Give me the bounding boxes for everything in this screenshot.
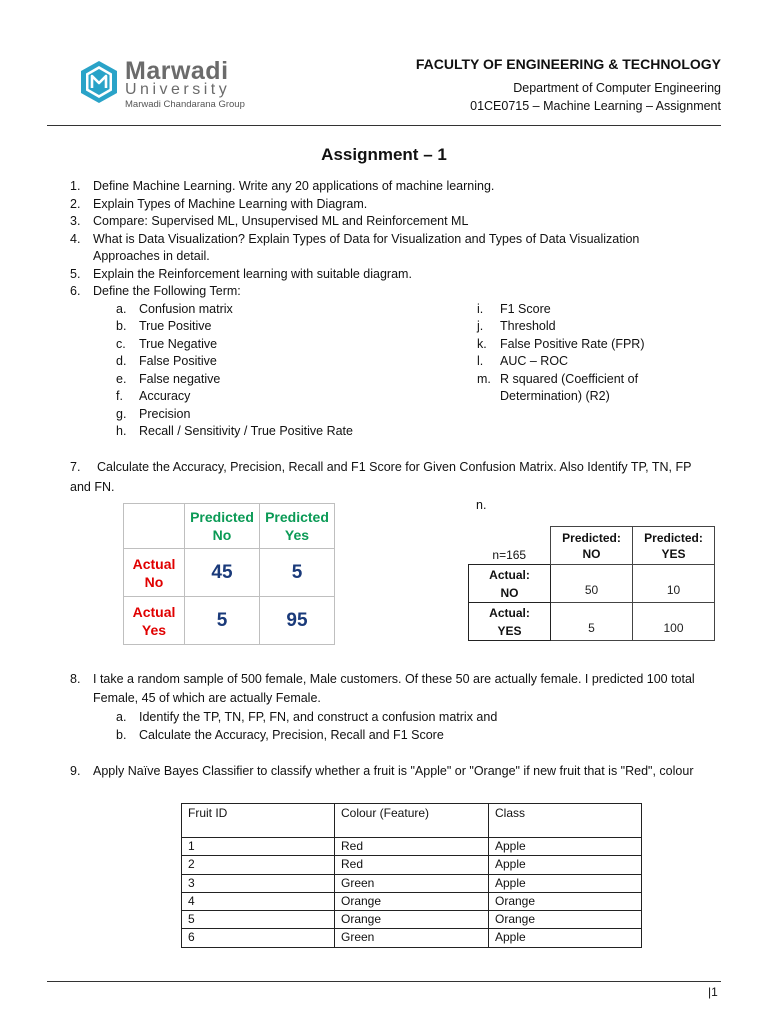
faculty-name: FACULTY OF ENGINEERING & TECHNOLOGY <box>415 56 721 72</box>
matrix-cell: 50 <box>551 565 633 603</box>
term-text: Confusion matrix <box>139 301 233 316</box>
question-text: Apply Naïve Bayes Classifier to classify whether a fruit is "Apple" or "Orange" if new fruit that is "Red", colour <box>93 764 694 778</box>
table-cell: Apple <box>489 856 642 874</box>
header-line1: Predicted: <box>644 530 703 545</box>
column-header: Class <box>489 804 642 838</box>
matrix-cell: 10 <box>633 565 715 603</box>
term-text-line2: Determination) (R2) <box>500 389 610 403</box>
table-cell: 6 <box>182 929 335 947</box>
question-number: 7. <box>70 460 81 474</box>
question-text: Explain the Reinforcement learning with suitable diagram. <box>93 266 412 281</box>
table-row <box>182 838 642 856</box>
header-actual-yes <box>124 597 185 645</box>
header-line2: NO <box>500 585 519 600</box>
header-line2: No <box>144 573 164 590</box>
table-cell: 4 <box>182 892 335 910</box>
question-text: Define Machine Learning. Write any 20 applications of machine learning. <box>93 179 495 193</box>
header-line1: Actual <box>132 555 176 572</box>
header-line2: NO <box>582 546 601 561</box>
term-text: True Positive <box>139 319 212 333</box>
term-letter: d. <box>116 354 127 368</box>
table-cell: Orange <box>335 892 489 910</box>
term-text: AUC – ROC <box>500 354 569 368</box>
question-text: Define the Following Term: <box>93 284 241 298</box>
matrix-corner <box>124 504 185 549</box>
term-letter: m. <box>477 371 491 386</box>
term-letter: b. <box>116 319 127 333</box>
header-line2: No <box>212 527 232 543</box>
table-cell: 2 <box>182 856 335 874</box>
table-cell: Green <box>335 929 489 947</box>
table-cell: Orange <box>489 892 642 910</box>
header-line1: Predicted: <box>562 530 621 545</box>
header-line2: Yes <box>284 527 310 543</box>
term-letter: i. <box>477 301 484 316</box>
question-text-line1: What is Data Visualization? Explain Types of Data for Visualization and Types of Data Visualization <box>93 231 640 246</box>
question-number: 3. <box>70 214 81 228</box>
term-text: False negative <box>139 371 221 386</box>
logo-group: Marwadi Chandarana Group <box>125 99 245 110</box>
sub-letter: a. <box>116 710 127 724</box>
department-name: Department of Computer Engineering <box>513 81 721 95</box>
table-cell: Red <box>335 856 489 874</box>
table-cell: 3 <box>182 874 335 892</box>
question-text: Compare: Supervised ML, Unsupervised ML and Reinforcement ML <box>93 214 469 228</box>
question-number: 4. <box>70 231 81 246</box>
term-text-line1: R squared (Coefficient of <box>500 371 639 386</box>
logo-university: University <box>125 81 231 98</box>
logo-name: Marwadi <box>125 57 229 85</box>
sub-text: Calculate the Accuracy, Precision, Recall and F1 Score <box>139 727 444 742</box>
header-line1: Actual <box>132 603 176 620</box>
course-name: 01CE0715 – Machine Learning – Assignment <box>470 99 721 113</box>
term-letter: g. <box>116 406 127 421</box>
table-cell: Green <box>335 874 489 892</box>
table-header-row <box>182 804 642 838</box>
header-actual-no <box>124 549 185 597</box>
table-cell: 1 <box>182 838 335 856</box>
term-letter: k. <box>477 336 487 351</box>
term-text: Threshold <box>500 319 556 333</box>
table-cell: Apple <box>489 838 642 856</box>
matrix-cell: 45 <box>185 549 260 597</box>
term-text: True Negative <box>139 336 218 351</box>
question-number: 9. <box>70 764 81 778</box>
question-text: Explain Types of Machine Learning with Diagram. <box>93 196 368 211</box>
table-cell: Apple <box>489 874 642 892</box>
logo-emblem-icon <box>79 60 119 104</box>
header-line1: Actual: <box>489 605 530 620</box>
header-actual-no <box>469 565 551 603</box>
term-text: Precision <box>139 406 191 421</box>
term-letter: l. <box>477 354 484 368</box>
table-cell: 5 <box>182 911 335 929</box>
header-predicted-yes <box>260 504 335 549</box>
matrix-cell: 100 <box>633 603 715 641</box>
page-number: |1 <box>708 985 718 999</box>
sub-letter: b. <box>116 727 127 742</box>
term-letter: f. <box>116 389 123 403</box>
header-predicted-no <box>185 504 260 549</box>
term-text: False Positive <box>139 354 217 368</box>
header-line1: Predicted <box>265 509 329 525</box>
header-line2: YES <box>661 546 686 561</box>
fruit-table <box>181 803 642 948</box>
footer-divider <box>47 981 721 982</box>
stray-text: n. <box>476 498 487 512</box>
table-row <box>182 911 642 929</box>
table-cell: Apple <box>489 929 642 947</box>
table-cell: Red <box>335 838 489 856</box>
term-text: F1 Score <box>500 301 551 316</box>
header-predicted-no <box>551 527 633 565</box>
header-actual-yes <box>469 603 551 641</box>
header-line1: Predicted <box>190 509 254 525</box>
term-letter: a. <box>116 301 127 316</box>
table-row <box>182 856 642 874</box>
sub-text: Identify the TP, TN, FP, FN, and construct a confusion matrix and <box>139 710 498 724</box>
header-line1: Actual: <box>489 567 530 582</box>
term-text: Recall / Sensitivity / True Positive Rate <box>139 424 353 438</box>
header-predicted-yes <box>633 527 715 565</box>
question-text-line2: and FN. <box>70 480 115 494</box>
matrix-cell: 5 <box>260 549 335 597</box>
table-cell: Orange <box>489 911 642 929</box>
question-number: 2. <box>70 196 81 211</box>
sample-size-label: n=165 <box>492 548 527 562</box>
column-header: Fruit ID <box>182 804 335 838</box>
table-row <box>182 874 642 892</box>
table-row <box>182 892 642 910</box>
term-text: False Positive Rate (FPR) <box>500 336 645 351</box>
matrix-cell: 95 <box>260 597 335 645</box>
question-text-line2: Approaches in detail. <box>93 249 210 263</box>
logo-text <box>125 58 245 111</box>
page-title: Assignment – 1 <box>321 145 447 164</box>
page-header <box>0 0 768 128</box>
term-letter: c. <box>116 336 126 351</box>
column-header: Colour (Feature) <box>335 804 489 838</box>
table-row <box>182 929 642 947</box>
question-number: 1. <box>70 179 81 193</box>
confusion-matrix-1 <box>123 503 335 645</box>
term-letter: h. <box>116 424 127 438</box>
term-text: Accuracy <box>139 389 191 403</box>
question-number: 6. <box>70 284 81 298</box>
question-number: 8. <box>70 672 81 686</box>
header-line2: Yes <box>141 621 167 638</box>
term-letter: j. <box>477 319 484 333</box>
university-logo <box>79 58 269 110</box>
matrix-cell: 5 <box>551 603 633 641</box>
header-divider <box>47 125 721 126</box>
question-text-line1: I take a random sample of 500 female, Male customers. Of these 50 are actually female. I predicted 100 total <box>93 672 695 686</box>
header-line2: YES <box>497 623 522 638</box>
confusion-matrix-2 <box>468 526 715 641</box>
question-text-line2: Female, 45 of which are actually Female. <box>93 691 321 705</box>
term-letter: e. <box>116 371 127 386</box>
table-cell: Orange <box>335 911 489 929</box>
question-text-line1: Calculate the Accuracy, Precision, Recall and F1 Score for Given Confusion Matrix. Also Identify TP, TN, FP <box>97 460 692 474</box>
header-info <box>416 55 721 115</box>
question-number: 5. <box>70 266 81 281</box>
matrix-cell: 5 <box>185 597 260 645</box>
